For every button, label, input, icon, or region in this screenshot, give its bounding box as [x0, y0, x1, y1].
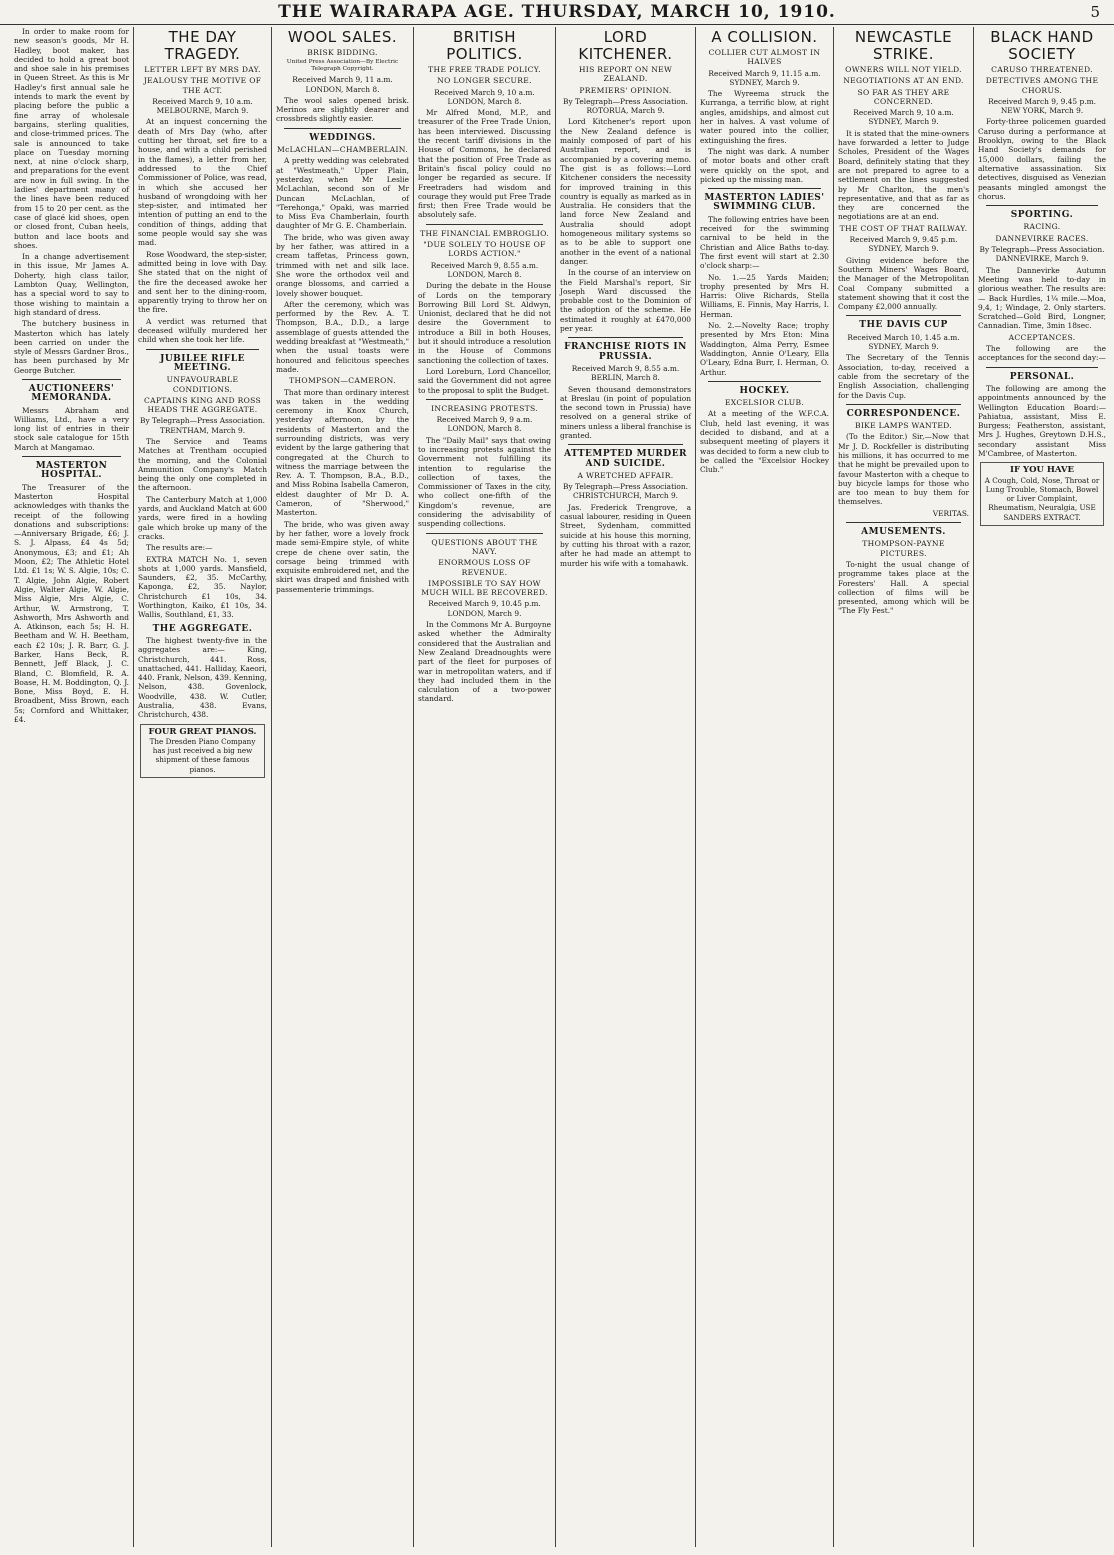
divider: [22, 379, 121, 380]
article-text: That more than ordinary interest was taken in the wedding ceremony in Knox Church, yesterday afternoon, by the residents of Masterton and the surrounding districts, was very evident by the large gathering that congregated at the Church to witness the marriage between the Rev. A. T. Thompson, B.A., B.D., and Miss Robina Isabella Cameron, eldest daughter of Mr D. A. Cameron, of "Sherwood," Masterton.: [276, 387, 409, 518]
advertisement: [140, 724, 265, 778]
article-text: In a change advertisement in this issue, Mr James A. Doherty, high class tailor, Lambton Quay, Wellington, has a special word to say to those wishing to maintain a high standard of dress.: [14, 252, 129, 317]
article-subheading: HIS REPORT ON NEW ZEALAND.: [578, 65, 673, 84]
article-text: It is stated that the mine-owners have forwarded a letter to Judge Scholes, President of the Wages Board, definitely stating that they are not prepared to agree to a settlement on the lines suggested by Mr Charlton, the men's representative, and that as far as they are concerned the negotiations are at an end.: [838, 128, 969, 222]
article-text: A verdict was returned that deceased wilfully murdered her child when she took her life.: [138, 316, 267, 345]
dateline: By Telegraph—Press Association. TRENTHAM, March 9.: [140, 416, 265, 435]
advertisement-text: The Dresden Piano Company has just received a big new shipment of these famous pianos.: [149, 736, 256, 774]
advertisement-title: IF YOU HAVE: [1010, 465, 1074, 476]
article-text: The following are the acceptances for the second day:—: [978, 344, 1106, 363]
article-headline: LORD KITCHENER.: [578, 28, 673, 63]
article-subheading: BRISK BIDDING.: [307, 48, 378, 57]
article-subheading: CAPTAINS KING AND ROSS HEADS THE AGGREGATE.: [143, 395, 262, 415]
article-subheading: CARUSO THREATENED.: [991, 65, 1093, 74]
article-subheading: ENORMOUS LOSS OF REVENUE.: [438, 558, 531, 577]
article-text: The "Daily Mail" says that owing to increasing protests against the Government not fulfilling its intention to regularise the collection of taxes, the Commissioner of Taxes in the city, who collect one-fifth of the Kingdom's revenue, are considering the advisability of suspending collections.: [418, 435, 551, 529]
match-results: EXTRA MATCH No. 1, seven shots at 1,000 yards. Mansfield, Saunders, £2, 35. McCarthy, Kaponga, £2, 35. Naylor, Christchurch £1 10s, 34. Worthington, Kaiko, £1 10s, 34. Wallis, Southland, £1, 33.: [138, 554, 267, 620]
column-3: [272, 27, 414, 1547]
divider: [986, 367, 1098, 368]
article-text: In the Commons Mr A. Burgoyne asked whether the Admiralty considered that the Australian and New Zealand Dreadnoughts were part of the fleet for purposes of war in metropolitan waters, and if they had included them in the calculation of a two-power standard.: [418, 620, 551, 704]
divider: [146, 349, 259, 350]
divider: [22, 456, 121, 457]
dateline: Received March 9, 8.55 a.m. BERLIN, March 8.: [571, 363, 680, 383]
article-headline: ATTEMPTED MURDER AND SUICIDE.: [563, 449, 688, 469]
dateline: Received March 9, 10 a.m. LONDON, March 8.: [434, 87, 535, 106]
divider: [846, 404, 961, 405]
divider: [708, 381, 821, 382]
advertisement-text: A Cough, Cold, Nose, Throat or Lung Trouble, Stomach, Bowel or Liver Complaint, Rheumatism, Neuralgia, USE SANDERS EXTRACT.: [984, 475, 1100, 522]
article-text: To-night the usual change of programme takes place at the Foresters' Hall. A special collection of films will be presented, among which will be "The Fly Fest.": [838, 559, 969, 616]
article-subheading: INCREASING PROTESTS.: [431, 403, 538, 413]
article-headline: MASTERTON LADIES' SWIMMING CLUB.: [704, 193, 825, 213]
divider: [568, 337, 683, 338]
masthead-title: THE WAIRARAPA AGE. THURSDAY, MARCH 10, 1910.: [278, 2, 836, 22]
masthead: [0, 0, 1114, 25]
letter-signature: VERITAS.: [932, 508, 969, 518]
article-text: Forty-three policemen guarded Caruso during a performance at Brooklyn, owing to the Black Hand Society's demands for 15,000 dollars, failing the alternative assassination. Six detectives, disguised as Venezian peasants mingled amongst the chorus.: [978, 117, 1106, 201]
article-subheading: IMPOSSIBLE TO SAY HOW MUCH WILL BE RECOVERED.: [421, 578, 548, 598]
article-headline: BLACK HAND SOCIETY: [990, 28, 1094, 63]
article-subheading: QUESTIONS ABOUT THE NAVY.: [431, 537, 538, 556]
section-heading: MASTERTON HOSPITAL.: [35, 461, 108, 481]
dateline: Received March 9, 9.45 p.m. NEW YORK, March 9.: [988, 96, 1096, 116]
article-subheading: OWNERS WILL NOT YIELD.: [845, 65, 962, 74]
section-heading: WEDDINGS.: [309, 132, 376, 143]
column-6: [696, 27, 834, 1547]
article-headline: BRITISH POLITICS.: [446, 28, 523, 63]
article-text: Seven thousand demonstrators at Breslau (in point of population the second town in Prussia) have resolved on a general strike of miners unless a liberal franchise is granted.: [560, 384, 691, 440]
article-subheading: EXCELSIOR CLUB.: [724, 398, 805, 408]
column-1: [10, 27, 134, 1547]
article-text: The wool sales opened brisk. Merinos are slightly dearer and crossbreds slightly easier.: [276, 95, 409, 124]
article-subheading: NO LONGER SECURE.: [437, 76, 532, 86]
dateline: Received March 9, 10.45 p.m. LONDON, March 9.: [428, 599, 541, 618]
article-subheading: THOMPSON-PAYNE PICTURES.: [862, 539, 945, 558]
article-text: The bride, who was given away by her father, wore a lovely frock made semi-Empire style, of white crepe de chene over satin, the corsage being trimmed with exquisite embroidered net, and the skirt was draped and finished with passementerie trimmings.: [276, 519, 409, 594]
article-text: No. 2.—Novelty Race; trophy presented by Mrs Eton: Mina Waddington, Alma Perry, Esmee Waddington, Annie O'Leary, Ella O'Leary, Edna Burr, I. Herman, O. Arthur.: [700, 321, 829, 377]
article-text: The Treasurer of the Masterton Hospital acknowledges with thanks the receipt of the following donations and subscriptions:—Anniversary Brigade, £6; J. S. J. Alpass, £4 4s 5d; Anonymous, £3; and £1; Ah Moon, £2; The Athletic Hotel Ltd. £1 1s; W. S. Algie, 10s; C. T. Algie, John Algie, Robert Algie, Walter Algie, W. Algie, Miss Algie, Mrs Algie, C. Arthur, W. Armstrong, T. Ashworth, Mrs Ashworth and A. Atkinson, each 5s; H. H. Beetham and W. H. Beetham, each £2 10s; J. R. Barr, G. J. Barker, Hans Beck, R. Bennett, Jeff Black, J. C. Bland, C. Blomfield, R. A. Boase, H. M. Boddington, Q. J. Bone, Miss Boyd, E. H. Broadbent, Miss Brown, each 5s; Cornford and Whittaker, £4.: [14, 482, 129, 725]
divider: [426, 399, 543, 400]
article-subheading: PREMIERS' OPINION.: [579, 85, 672, 95]
article-text: At an inquest concerning the death of Mrs Day (who, after cutting her throat, set fire to a house, and with a child perished in the flames), a letter from her, addressed to the Chief Commissioner of Police, was read, in which she accused her husband of wrongdoing with her step-sister, and intimated her intention of putting an end to the condition of things, adding that some people would say she was mad.: [138, 117, 267, 248]
divider: [708, 188, 821, 189]
article-text: (To the Editor.) Sir,—Now that Mr J. D. Rockfeller is distributing his millions, it has occurred to me that he might be prevailed upon to favour Masterton with a cheque to buy bicycle lamps for those who are too mean to buy them for themselves.: [838, 432, 969, 507]
page-number: 5: [1090, 3, 1100, 21]
article-subheading: "DUE SOLELY TO HOUSE OF LORDS ACTION.": [423, 240, 546, 259]
section-heading: THE AGGREGATE.: [152, 623, 253, 634]
column-5: [556, 27, 696, 1547]
article-text: Lord Loreburn, Lord Chancellor, said the Government did not agree to the proposal to split the Budget.: [418, 366, 551, 395]
article-subheading: THE FREE TRADE POLICY.: [428, 65, 541, 74]
article-subheading: RACING.: [1023, 222, 1061, 232]
article-text: Jas. Frederick Trengrove, a casual labourer, residing in Queen Street, Sydenham, committed suicide at his house this morning, by cutting his throat with a razor, after he had made an attempt to murder his wife with a tomahawk.: [560, 502, 691, 568]
article-subheading: THE COST OF THAT RAILWAY.: [839, 223, 968, 233]
column-8: [974, 27, 1110, 1547]
divider: [846, 522, 961, 523]
article-subheading: NEGOTIATIONS AT AN END.: [843, 76, 964, 86]
article-text: During the debate in the House of Lords on the temporary Borrowing Bill Lord St. Aldwyn, Unionist, declared that he did not desire the Government to introduce a Bill in both Houses, but it should introduce a resolution in the House of Commons sanctioning the collection of taxes.: [418, 281, 551, 365]
dateline: Received March 9, 8.55 a.m. LONDON, March 8.: [430, 260, 539, 279]
article-subheading: McLACHLAN—CHAMBERLAIN.: [277, 145, 408, 155]
article-subheading: A WRETCHED AFFAIR.: [577, 470, 674, 480]
dateline: Received March 9, 10 a.m. SYDNEY, March 9.: [853, 108, 954, 127]
article-subheading: BIKE LAMPS WANTED.: [854, 421, 953, 431]
article-headline: A COLLISION.: [711, 28, 818, 46]
article-text: In order to make room for new season's goods, Mr H. Hadley, boot maker, has decided to hold a great boot and shoe sale in his premises in Queen Street. As this is Mr Hadley's first annual sale he intends to mark the event by placing before the public a fine array of wholesale bargains, sterling qualities, and close-trimmed prices. The sale is announced to take place on Tuesday morning next, at nine o'clock sharp, and preparations for the event are now in full swing. In the ladies' department many of the lines have been reduced from 15 to 20 per cent. as the case of glacé kid shoes, open or closed front, Cuban heels, button and lace boots and shoes.: [14, 27, 129, 250]
article-text: At a meeting of the W.F.C.A. Club, held last evening, it was decided to disband, and at a subsequent meeting of players it was decided to form a new club to be called the "Excelsior Hockey Club.": [700, 409, 829, 475]
article-headline: WOOL SALES.: [287, 28, 398, 46]
dateline: Received March 9, 9 a.m. LONDON, March 8.: [436, 415, 533, 434]
article-subheading: THE FINANCIAL EMBROGLIO.: [420, 228, 549, 238]
dateline: Received March 9, 11 a.m. LONDON, March 8.: [292, 75, 393, 94]
article-text: Lord Kitchener's report upon the New Zealand defence is mainly composed of part of his Australian report, and is accompanied by a covering memo. The gist is as follows:—Lord Kitchener considers the necessity for improved training in this country is equally as marked as in Australia. He considers that the land force New Zealand and Australia should adopt homogeneous military systems so as to be able to support one another in the event of a national danger.: [560, 117, 691, 266]
advertisement: [980, 462, 1104, 526]
aggregate-results: The highest twenty-five in the aggregates are:— King, Christchurch, 441. Ross, unattached, 441. Halliday, Kaeori, 440. Frank, Nelson, 439. Kenning, Nelson, 438. Govenlock, Woodville, 438. W. Cutler, Australia, 438. Evans, Christchurch, 438.: [138, 635, 267, 720]
article-text: The bride, who was given away by her father, was attired in a cream taffetas, Princess gown, trimmed with net and silk lace. She wore the orthodox veil and orange blossoms, and carried a lovely shower bouquet.: [276, 232, 409, 298]
article-headline: JUBILEE RIFLE MEETING.: [160, 353, 245, 373]
column-2: [134, 27, 272, 1547]
article-text: The Dannevirke Autumn Meeting was held to-day in glorious weather. The results are:— Back Hurdles, 1¼ mile.—Moa, 9,4, 1; Windage, 2. Only starters. Scratched—Gold Bird, Longner, Cannadian. Time, 3min 18sec.: [978, 265, 1106, 331]
dateline: Received March 9, 9.45 p.m. SYDNEY, March 9.: [849, 235, 958, 254]
article-text: The Canterbury Match at 1,000 yards, and Auckland Match at 600 yards, were fired in a howling gale which broke up many of the cracks.: [138, 494, 267, 541]
dateline: Received March 9, 11.15 a.m. SYDNEY, March 9.: [708, 68, 821, 87]
article-text: The following entries have been received for the swimming carnival to be held in the Christian and Alice Baths to-day. The first event will start at 2.30 o'clock sharp:—: [700, 214, 829, 271]
article-subheading: DANNEVIRKE RACES.: [995, 233, 1089, 243]
article-subheading: LETTER LEFT BY MRS DAY.: [144, 65, 261, 74]
article-headline: THE DAY TRAGEDY.: [164, 28, 241, 63]
column-4: [414, 27, 556, 1547]
article-subheading: SO FAR AS THEY ARE CONCERNED.: [857, 87, 950, 106]
section-heading: PERSONAL.: [1009, 371, 1075, 382]
article-text: Mr Alfred Mond, M.P., and treasurer of the Free Trade Union, has been interviewed. Discussing the recent tariff divisions in the House of Commons, he declared that the position of Free Trade as Britain's fiscal policy could no longer be regarded as secure. If Freetraders had wisdom and courage they would put Free Trade first; then Free Trade would be absolutely safe.: [418, 108, 551, 220]
article-text: The following are among the appointments announced by the Wellington Education Board:—Pahiatua, assistant, Miss E. Burgess; Featherston, assistant, Mrs J. Hughes, Greytown D.H.S., secondary assistant Miss M'Cambree, of Masterton.: [978, 383, 1106, 458]
article-headline: CORRESPONDENCE.: [846, 408, 961, 419]
dateline: Received March 9, 10 a.m. MELBOURNE, March 9.: [152, 96, 253, 116]
dateline: By Telegraph—Press Association. ROTORUA, March 9.: [563, 96, 688, 116]
article-text: In the course of an interview on the Field Marshal's report, Sir Joseph Ward discussed the probable cost to the Dominion of the adoption of the scheme. He estimated it roughly at £470,000 per year.: [560, 268, 691, 334]
article-headline: HOCKEY.: [739, 385, 790, 396]
article-text: The Wyreema struck the Kurranga, a terrific blow, at right angles, amidships, and almost cut her in halves. A vast volume of water poured into the collier, extinguishing the fires.: [700, 89, 829, 145]
article-subheading: ACCEPTANCES.: [1008, 332, 1076, 342]
article-subheading: DETECTIVES AMONG THE CHORUS.: [985, 76, 1099, 95]
article-subheading: JEALOUSY THE MOTIVE OF THE ACT.: [143, 76, 262, 95]
article-subheading: UNFAVOURABLE CONDITIONS.: [166, 375, 239, 394]
divider: [426, 224, 543, 225]
article-text: Giving evidence before the Southern Miners' Wages Board, the Manager of the Metropolitan Coal Company submitted a statement showing that it cost the Company £2,000 annually.: [838, 255, 969, 312]
article-text: Rose Woodward, the step-sister, admitted being in love with Day. She stated that on the night of the fire the deceased awoke her and sent her to the dining-room, apparently trying to throw her on the fire.: [138, 249, 267, 315]
article-text: The Secretary of the Tennis Association, to-day, received a cable from the secretary of the English Association, challenging for the Davis Cup.: [838, 353, 969, 400]
divider: [846, 315, 961, 316]
divider: [426, 533, 543, 534]
dateline: By Telegraph—Press Association. CHRISTCHURCH, March 9.: [563, 482, 688, 501]
article-text: Messrs Abraham and Williams, Ltd., have a very long list of entries in their stock sale catalogue for 15th March at Mangamao.: [14, 405, 129, 452]
article-text: A pretty wedding was celebrated at "Westmeath," Upper Plain, yesterday, when Mr Leslie McLachlan, second son of Mr Duncan McLachlan, of "Terehonga," Opaki, was married to Miss Eva Chamberlain, fourth daughter of Mr G. E. Chamberlain.: [276, 156, 409, 231]
article-text: The results are:—: [146, 543, 213, 553]
article-headline: FRANCHISE RIOTS IN PRUSSIA.: [564, 342, 687, 362]
article-text: The butchery business in Masterton which has lately been carried on under the style of Messrs Gardner Bros., has been purchased by Mr George Butcher.: [14, 319, 129, 375]
advertisement-title: FOUR GREAT PIANOS.: [148, 726, 257, 737]
divider: [284, 128, 401, 129]
wire-credit: United Press Association—By Electric Telegraph Copyright.: [286, 59, 399, 73]
dateline: Received March 10, 1.45 a.m. SYDNEY, March 9.: [847, 332, 960, 352]
article-text: After the ceremony, which was performed by the Rev. A. T. Thompson, B.A., D.D., a large assemblage of guests attended the wedding breakfast at "Westmeath," when the usual toasts were honoured and felicitous speeches made.: [276, 299, 409, 374]
article-subheading: THOMPSON—CAMERON.: [289, 376, 396, 386]
section-heading: AUCTIONEERS' MEMORANDA.: [28, 383, 115, 404]
article-text: No. 1.—25 Yards Maiden; trophy presented by Mrs H. Harris: Olive Richards, Stella Williams, E. Finnis, May Harris, I. Herman.: [700, 272, 829, 319]
article-text: The night was dark. A number of motor boats and other craft were quickly on the spot, and picked up the missing man.: [700, 146, 829, 184]
divider: [568, 444, 683, 445]
article-headline: NEWCASTLE STRIKE.: [854, 28, 953, 63]
article-text: The Service and Teams Matches at Trentham occupied the morning, and the Colonial Ammunition Company's Match being the only one completed in the afternoon.: [138, 436, 267, 493]
column-7: [834, 27, 974, 1547]
section-heading: SPORTING.: [1010, 210, 1074, 221]
article-subheading: COLLIER CUT ALMOST IN HALVES: [708, 48, 821, 67]
article-headline: AMUSEMENTS.: [861, 527, 946, 538]
dateline: By Telegraph—Press Association. DANNEVIRKE, March 9.: [979, 245, 1105, 264]
article-headline: THE DAVIS CUP: [859, 320, 948, 331]
divider: [986, 205, 1098, 206]
